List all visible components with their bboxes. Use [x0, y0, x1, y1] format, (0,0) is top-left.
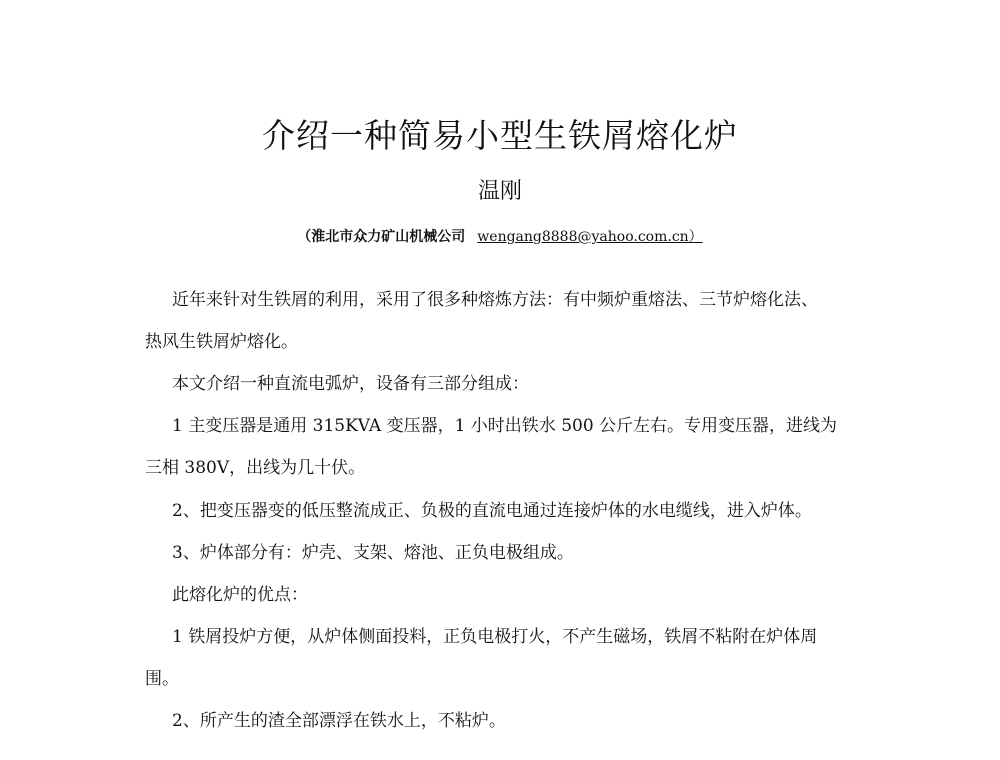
author-email: wengang8888@yahoo.com.cn）	[477, 229, 703, 245]
author-name: 温刚	[477, 179, 522, 204]
affiliation-line	[0, 226, 1000, 248]
body-line: 本文介绍一种直流电弧炉，设备有三部分组成：	[172, 374, 529, 394]
affiliation-company: （淮北市众力矿山机械公司	[297, 229, 466, 245]
body-line: 1 主变压器是通用 315KVA 变压器，1 小时出铁水 500 公斤左右。专用变压器，进线为	[172, 416, 838, 436]
document-title: 介绍一种简易小型生铁屑熔化炉	[262, 116, 738, 155]
body-line: 1 铁屑投炉方便，从炉体侧面投料，正负电极打火，不产生磁场，铁屑不粘附在炉体周	[172, 627, 818, 647]
body-line: 热风生铁屑炉熔化。	[145, 332, 298, 352]
body-line: 3、炉体部分有：炉壳、支架、熔池、正负电极组成。	[172, 543, 574, 563]
body-line: 2、所产生的渣全部漂浮在铁水上，不粘炉。	[172, 711, 506, 731]
body-line: 2、把变压器变的低压整流成正、负极的直流电通过连接炉体的水电缆线，进入炉体。	[172, 501, 812, 521]
body-line: 此熔化炉的优点：	[172, 585, 308, 605]
body-line: 三相 380V，出线为几十伏。	[145, 458, 366, 478]
body-line: 围。	[145, 669, 179, 689]
body-line: 近年来针对生铁屑的利用，采用了很多种熔炼方法：有中频炉重熔法、三节炉熔化法、	[172, 290, 818, 310]
